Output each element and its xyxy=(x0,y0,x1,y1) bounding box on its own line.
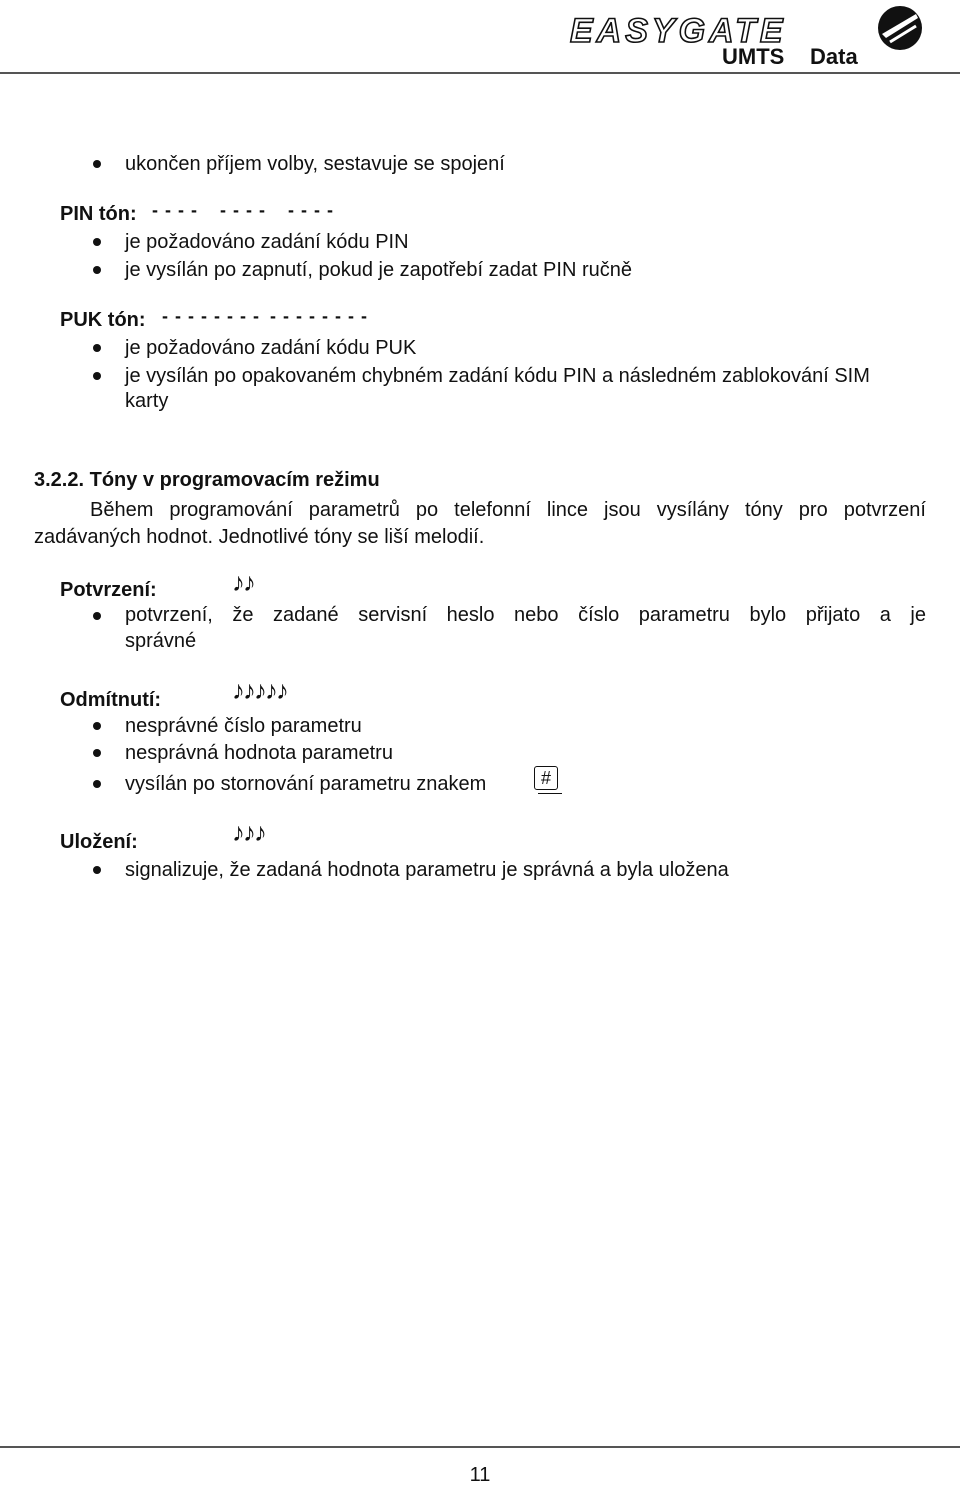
puk-dash-1: - - - - - - - - xyxy=(162,306,260,326)
list-item: nesprávná hodnota parametru xyxy=(125,742,393,764)
bullet xyxy=(93,266,101,274)
paragraph-line-1: Během programování parametrů po telefonní lince jsou vysílány tóny pro potvrzení xyxy=(90,499,926,521)
logo-sub: Data xyxy=(810,44,858,69)
footer-rule xyxy=(0,1446,960,1448)
puk-tone-label: PUK tón: xyxy=(60,309,146,331)
section-heading: 3.2.2. Tóny v programovacím režimu xyxy=(34,469,380,491)
bullet xyxy=(93,344,101,352)
bullet xyxy=(93,612,101,620)
confirm-label: Potvrzení: xyxy=(60,579,157,601)
list-item: ukončen příjem volby, sestavuje se spojení xyxy=(125,153,505,175)
bullet xyxy=(93,160,101,168)
pin-dash-2: - - - - xyxy=(220,200,266,220)
reject-notes-icon: ♪♪♪♪♪ xyxy=(232,675,287,705)
list-item-continuation: správné xyxy=(125,630,197,652)
bullet xyxy=(93,780,101,788)
logo-sub-bold: UMTS xyxy=(722,44,785,69)
save-notes-icon: ♪♪♪ xyxy=(232,817,265,847)
pin-dash-3: - - - - xyxy=(288,200,334,220)
list-item: signalizuje, že zadaná hodnota parametru je správná a byla uložena xyxy=(125,859,729,881)
pin-dash-1: - - - - xyxy=(152,200,198,220)
bullet xyxy=(93,722,101,730)
easygate-logo xyxy=(560,4,956,70)
puk-dash-2: - - - - - - - - xyxy=(270,306,368,326)
paragraph-line-2: zadávaných hodnot. Jednotlivé tóny se liší melodií. xyxy=(34,526,485,548)
reject-label: Odmítnutí: xyxy=(60,689,162,711)
list-item: je požadováno zadání kódu PIN xyxy=(125,231,409,253)
logo-text: EASYGATE xyxy=(570,12,787,50)
list-item: potvrzení, že zadané servisní heslo nebo číslo parametru bylo přijato a je xyxy=(125,604,926,626)
list-item: je vysílán po opakovaném chybném zadání kódu PIN a následném zablokování SIM xyxy=(125,365,870,387)
pin-tone-label: PIN tón: xyxy=(60,203,137,225)
hash-key-icon xyxy=(534,766,558,790)
list-item: je vysílán po zapnutí, pokud je zapotřebí zadat PIN ručně xyxy=(125,259,632,281)
page-number: 11 xyxy=(469,1464,491,1486)
list-item-continuation: karty xyxy=(125,390,169,412)
list-item: je požadováno zadání kódu PUK xyxy=(125,337,417,359)
bullet xyxy=(93,238,101,246)
hash-symbol: # xyxy=(540,768,551,788)
logo-swoosh-icon xyxy=(878,6,922,50)
bullet xyxy=(93,749,101,757)
header-rule xyxy=(0,72,960,74)
confirm-notes-icon: ♪♪ xyxy=(232,567,254,597)
bullet xyxy=(93,372,101,380)
list-item: nesprávné číslo parametru xyxy=(125,715,362,737)
list-item: vysílán po stornování parametru znakem xyxy=(125,773,487,795)
save-label: Uložení: xyxy=(60,831,138,853)
bullet xyxy=(93,866,101,874)
